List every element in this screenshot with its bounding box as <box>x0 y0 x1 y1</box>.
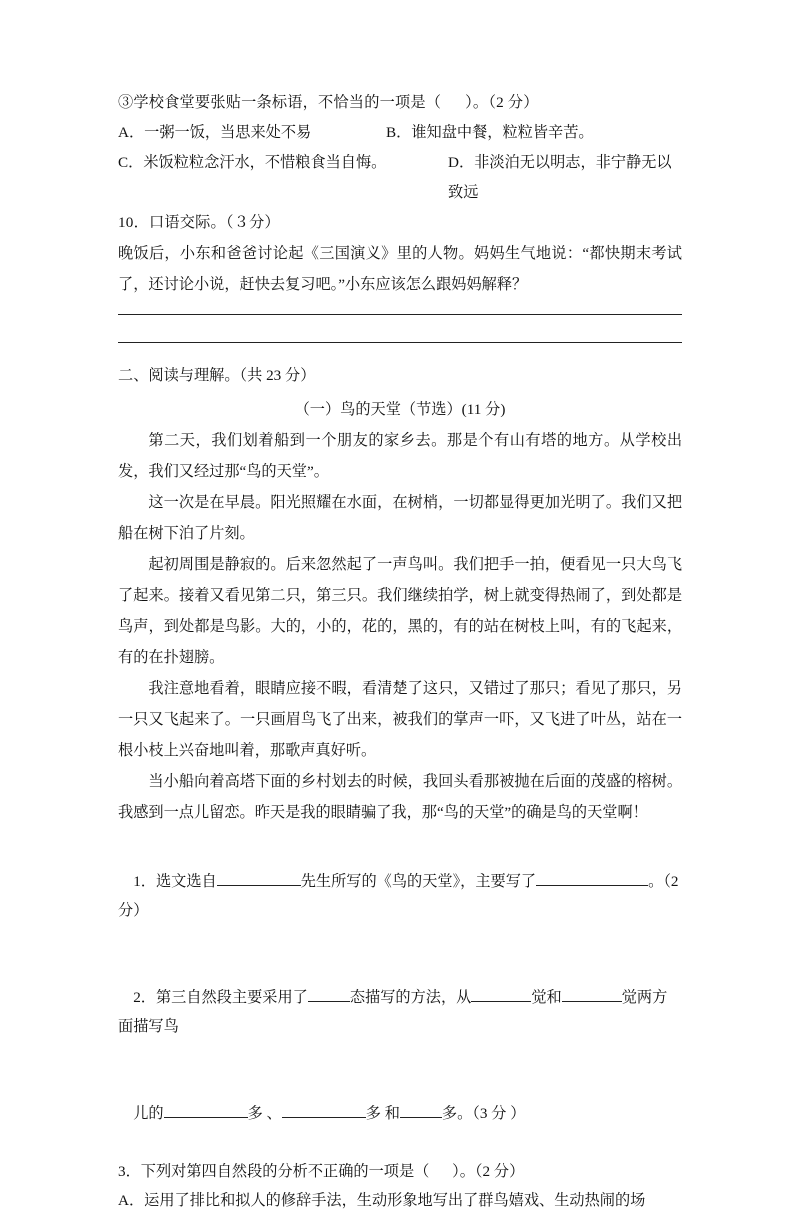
choice-b[interactable]: B．谁知盘中餐，粒粒皆辛苦。 <box>386 124 594 141</box>
q2-blank-5[interactable] <box>282 1117 366 1118</box>
question-9-3: ③学校食堂要张贴一条标语，不恰当的一项是（ ）。（2 分） <box>118 94 539 111</box>
q1-text-c: 。（2 分） <box>118 873 683 919</box>
q2-text-f: 多 、 <box>247 1105 282 1122</box>
reading-question-1 <box>118 838 682 954</box>
passage-paragraph: 我注意地看着，眼睛应接不暇，看清楚了这只，又错过了那只；看见了那只，另一只又飞起来了。一只画眉鸟飞了出来，被我们的掌声一吓，又飞进了叶丛，站在一根小枝上兴奋地叫着，那歌声真好听。 <box>118 680 682 759</box>
q2-text-d: 觉两方面描写鸟 <box>118 989 668 1035</box>
passage-paragraph: 第二天，我们划着船到一个朋友的家乡去。那是个有山有塔的地方。从学校出发，我们又经过那“鸟的天堂”。 <box>118 432 682 480</box>
q2-text-b: 态描写的方法，从 <box>349 989 472 1006</box>
q1-blank-1[interactable] <box>217 885 301 886</box>
reading-question-2 <box>118 954 682 1070</box>
passage-paragraph: 起初周围是静寂的。后来忽然起了一声鸟叫。我们把手一拍，便看见一只大鸟飞了起来。接着又看见第二只，第三只。我们继续拍学，树上就变得热闹了，到处都是鸟声，到处都是鸟影。大的，小的，花的，黑的，有的站在树枝上叫，有的飞起来，有的在扑翅膀。 <box>118 556 682 666</box>
question-10-body: 晚饭后，小东和爸爸讨论起《三国演义》里的人物。妈妈生气地说：“都快期末考试了，还讨论小说，赶快去复习吧。”小东应该怎么跟妈妈解释？ <box>118 245 682 293</box>
question-9-choices-row-2 <box>118 148 682 208</box>
choice-c[interactable]: C．米饭粒粒念汗水，不惜粮食当自悔。 <box>118 154 387 171</box>
passage-title: （一）鸟的天堂（节选）(11 分) <box>294 401 506 418</box>
q2-blank-3[interactable] <box>562 1001 622 1002</box>
answer-line-2[interactable] <box>118 342 682 343</box>
choice-d[interactable]: D．非淡泊无以明志，非宁静无以致远 <box>448 154 672 201</box>
q1-text-a: 1．选文选自 <box>133 873 217 890</box>
spacer <box>118 828 682 838</box>
question-9-choices-row-1 <box>118 118 682 148</box>
reading-question-2-cont <box>118 1070 682 1157</box>
q2-text-a: 2．第三自然段主要采用了 <box>133 989 308 1006</box>
q2-text-c: 觉和 <box>531 989 562 1006</box>
section-two-heading: 二、阅读与理解。（共 23 分） <box>118 367 316 384</box>
q2-text-e: 儿的 <box>133 1105 164 1122</box>
q2-blank-1[interactable] <box>308 1001 350 1002</box>
q2-blank-6[interactable] <box>400 1117 442 1118</box>
q2-text-h: 多。（3 分 ） <box>441 1105 526 1122</box>
q1-blank-2[interactable] <box>536 885 648 886</box>
q2-blank-4[interactable] <box>164 1117 248 1118</box>
passage-paragraph: 当小船向着高塔下面的乡村划去的时候，我回头看那被抛在后面的茂盛的榕树。我感到一点儿留恋。昨天是我的眼睛骗了我，那“鸟的天堂”的确是鸟的天堂啊！ <box>118 773 682 821</box>
passage-paragraph: 这一次是在早晨。阳光照耀在水面，在树梢，一切都显得更加光明了。我们又把船在树下泊了片刻。 <box>118 494 682 542</box>
reading-question-3-choice-a[interactable]: A．运用了排比和拟人的修辞手法，生动形象地写出了群鸟嬉戏、生动热闹的场 <box>118 1192 646 1209</box>
reading-question-3: 3．下列对第四自然段的分析不正确的一项是（ ）。（2 分） <box>118 1163 525 1180</box>
choice-a[interactable]: A．一粥一饭，当思来处不易 <box>118 124 312 141</box>
answer-line-1[interactable] <box>118 314 682 315</box>
question-10-title: 10．口语交际。（３分） <box>118 214 280 231</box>
q1-text-b: 先生所写的《鸟的天堂》，主要写了 <box>300 873 537 890</box>
q2-text-g: 多 和 <box>365 1105 400 1122</box>
q2-blank-2[interactable] <box>471 1001 531 1002</box>
